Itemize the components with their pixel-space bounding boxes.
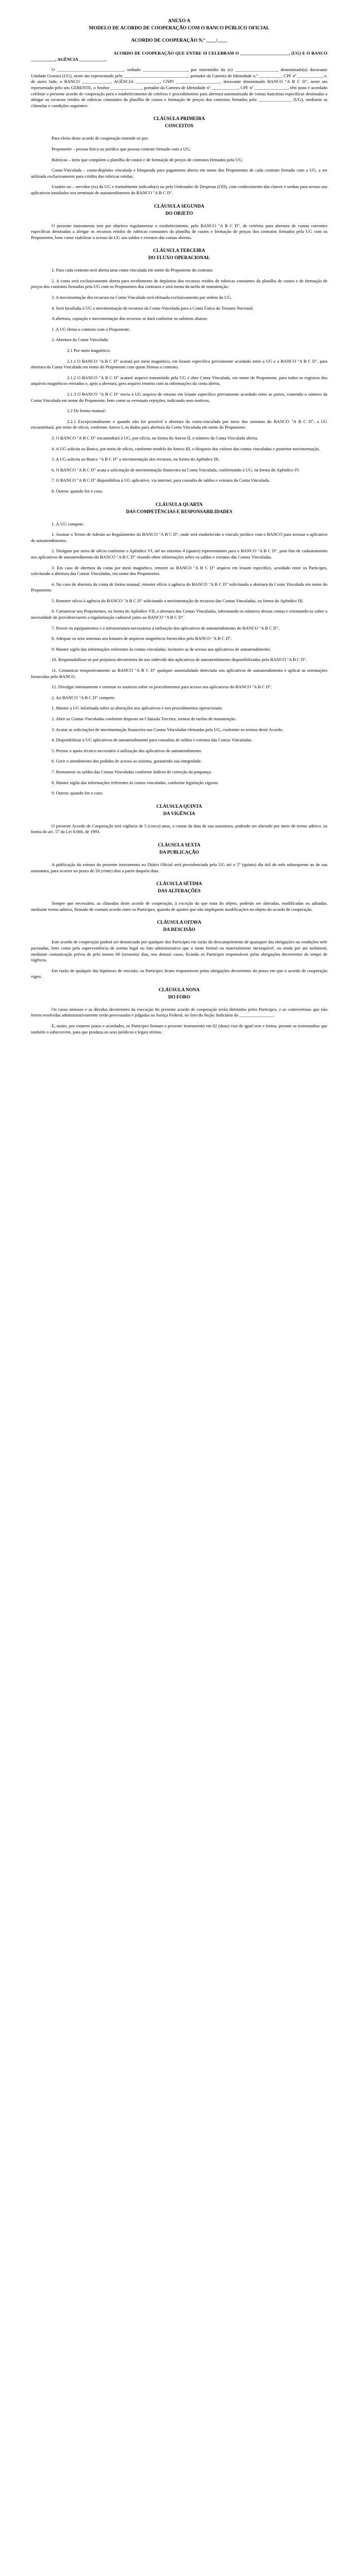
clause-paragraph: 4. Será facultada à UG a movimentação de recursos da Conta-Vinculada para a Conta Única do Tesouro Nacional. xyxy=(52,305,254,311)
annex-label: ANEXO A xyxy=(168,19,191,24)
clause-subtitle: DO FORO xyxy=(168,994,190,999)
clause-paragraph: 2.2.1 Excepcionalmente e quando não for possível a abertura da conta-vinculada por meio dos sistemas do BANCO "A B C D", a UG encaminhará, por meio de ofício, conforme Anexo I, os dados para abertura da Conta Vinculada em nome do Proponente. xyxy=(31,418,327,430)
clause-paragraph: 3. O BANCO "A B C D" encaminhará à UG, por ofício, na forma do Anexo II, o número da Conta Vinculada aberta. xyxy=(52,435,258,440)
clause-title: CLÁUSULA PRIMEIRA xyxy=(153,116,205,122)
clause-paragraph: 2.1.3 O BANCO "A B C D" envia à UG arquivo de retorno em leiaute específico previamente acordado entre as partes, contendo o número da Conta Vinculada em nome do Proponente, bem como as eventuais rejeições, indicando seus motivos. xyxy=(31,392,327,403)
clause-paragraph: Sempre que necessário, as cláusulas deste acordo de cooperação, à exceção da que trata do objeto, poderão ser alteradas, modificadas ou aditadas, mediante termo aditivo, firmado de comum acordo entre os Participes, quando de ajustes que não impliquem modificações no objeto do acordo de cooperação. xyxy=(31,901,327,912)
clause-paragraph: A abertura, captação e movimentação dos recursos se dará conforme os subitens abaixo: xyxy=(52,316,208,321)
clause-paragraph: 3. Em caso de abertura da conta por meio magnético, remeter ao BANCO "A B C D" arquivo em leiaute específico, acordado entre os Participes, solicitando a abertura das Contas Vinculadas, em nome dos Proponentes. xyxy=(31,565,327,577)
clause-subtitle: DO FLUXO OPERACIONAL xyxy=(148,255,210,261)
clause-paragraph: 12. Divulgar internamente e orientar os usuários sobre os procedimentos para acesso aos aplicativos do BANCO "A B C D". xyxy=(52,684,272,690)
clause-paragraph: 2. Ao BANCO "A B C D" compete: xyxy=(52,694,115,700)
clause-subtitle: CONCEITOS xyxy=(165,123,193,129)
clause-paragraph: 2.1 Por meio magnético: xyxy=(67,348,111,353)
clause-paragraph: 3. A movimentação dos recursos na Conta-Vinculada será efetuada exclusivamente por ordem da UG. xyxy=(52,295,232,300)
clause-paragraph: Este acordo de cooperação poderá ser denunciado por qualquer dos Participes em razão do descumprimento de quaisquer das obrigações ou condições nele pactuadas, bem como pela superveniência de norma legal ou fato administrativo que o torne formal ou materialmente inexequível, ou ainda por ato unilateral, mediante comunicação prévia de pelo menos 60 (sessenta) dias, nos demais casos, ficando os Participes responsáveis pelas obrigações decorrentes do tempo de vigência. xyxy=(31,939,327,963)
clause-paragraph: 6. Comunicar aos Proponentes, na forma do Apêndice VII, a abertura das Contas Vinculadas, informando os números dessas contas e orientando-os sobre a necessidade de providenciarem a regularização cadastral junto ao BANCO "A B C D". xyxy=(31,608,327,620)
clause-subtitle: DAS ALTERAÇÕES xyxy=(158,888,201,894)
clause-subtitle: DAS COMPETÊNCIAS E RESPONSABILIDADES xyxy=(126,509,233,514)
clause-title: CLÁUSULA TERCEIRA xyxy=(153,248,205,253)
clause-paragraph: Os casos omissos e as dúvidas decorrentes da execução do presente acordo de cooperação serão dirimidos pelos Participes, e as controvérsias que não forem resolvidas administrativamente serão processadas e julgadas na Justiça Federal, no foro da Seção Judiciária do _______________. xyxy=(31,1006,327,1018)
clause-subtitle: DA PUBLICAÇÃO xyxy=(159,849,199,855)
clause-paragraph: 4. Disponibilizar à UG aplicativos de autoatendimento para consultas de saldos e extratos das Contas Vinculadas. xyxy=(52,737,253,743)
preamble xyxy=(31,50,327,109)
clause-paragraph: A publicação do extrato do presente instrumento no Diário Oficial será providenciada pela UG até o 5º (quinto) dia útil do mês subsequente ao de sua assinatura, para ocorrer no prazo de 20 (vinte) dias a partir daquela data. xyxy=(31,861,327,873)
clause-paragraph: 1. Para cada contrato será aberta uma conta vinculada em nome do Proponente do contrato. xyxy=(52,267,213,273)
model-title: MODELO DE ACORDO DE COOPERAÇÃO COM O BANCO PÚBLICO OFICIAL xyxy=(89,26,270,31)
clause-paragraph: 1. Assinar o Termo de Adesão ao Regulamento do BANCO "A B C D", onde será estabelecido o vínculo jurídico com o BANCO para acessar o aplicativo de autoatendimento. xyxy=(31,532,327,543)
clause-title: CLÁUSULA OITAVA xyxy=(157,920,202,925)
clause-paragraph: O presente Acordo de Cooperação terá vigência de 5 (cinco) anos, a contar da data de sua assinatura, podendo ser alterado por meio de termo aditivo, na forma do art. 57 da Lei 8.666, de 1993. xyxy=(31,823,327,835)
clause-paragraph: 2. Abertura da Conta Vinculada: xyxy=(52,337,109,343)
preamble-paragraph: ACORDO DE COOPERAÇÃO QUE ENTRE SI CELEBRAM O ______________________, (UG) E O BANCO ___________, AGÊNCIA ____________. xyxy=(31,50,327,62)
clause-subtitle: DA RESCISÃO xyxy=(163,927,195,933)
clause-paragraph: 9. Outros: quando for o caso. xyxy=(52,790,104,796)
clause-paragraph: 4. No caso de abertura da conta de forma manual, remeter ofício à agência do BANCO "A B C D" solicitando a abertura da Conta Vinculada em nome do Proponente. xyxy=(31,581,327,593)
clause-paragraph: 1. A UG firma o contrato com o Proponente. xyxy=(52,326,130,332)
clause-paragraph: Para efeito deste acordo de cooperação entende-se por: xyxy=(52,135,149,141)
clause-title: CLÁUSULA QUINTA xyxy=(156,803,202,809)
clause-paragraph: Usuário ou – servidor (es) da UG e formalmente indicado(s) ou pelo Ordenador de Despesas (OD), com conhecimento das chaves e senhas para acesso aos aplicativos instalados nos terminais de autoatendimento do BANCO "A B C D". xyxy=(31,184,327,195)
clause-paragraph: 10. Responsabilizar-se por prejuízos decorrentes do uso indevido dos aplicativos de autoatendimento disponibilizados pelo BANCO "A B C D". xyxy=(52,657,307,663)
clause-paragraph: Em razão de qualquer das hipóteses de rescisão, os Participes ficam responsáveis pelas obrigações decorrentes do prazo em que o acordo de cooperação vigeu. xyxy=(31,968,327,979)
clause-paragraph: 8. Outros: quando for o caso. xyxy=(52,488,104,494)
preamble-paragraph: O ______________________________, sediado ____________________, por intermédio da (o) ___________________, denominado(a) doravante Unidade Gestora (UG), neste ato representado pelo _____________________________, portador da Carteira de Identidade n.º __________, CPF nº ___________, e, de outro lado, o BANCO _____________, AGÊNCIA ___________, CNPJ ____________________, doravante denominado BANCO "A B C D", neste ato representado pelo seu GERENTE, o Senhor ______________, portador da Carteira de Identidade nº ____________, CPF nº _______________, têm justo e acordado celebrar o presente acordo de cooperação para o estabelecimento de critérios e procedimentos para abertura automatizada de contas bancárias específicas destinadas a abrigar os recursos retidos de rubricas constantes da planilha de custos e formação de preços dos contratos firmados pela _______________ (UG), mediante as cláusulas e condições seguintes: xyxy=(31,67,327,108)
clause-paragraph: 6. Gerir o atendimento dos pedidos de acesso ao sistema, garantindo sua integridade. xyxy=(52,758,202,764)
clause-paragraph: 1. À UG compete: xyxy=(52,521,85,527)
clause-paragraph: 4. A UG solicita ao Banco, por meio de ofício, conforme modelo do Anexo III, o bloqueio dos valores das contas vinculadas e posterior movimentação. xyxy=(52,446,320,451)
clause-paragraph: 8. Manter sigilo das informações referentes às contas vinculadas, conforme legislação vigente. xyxy=(52,779,219,785)
clause-title: CLÁUSULA SÉTIMA xyxy=(156,881,202,887)
document-page xyxy=(31,19,327,1040)
clause-title: CLÁUSULA SEGUNDA xyxy=(154,203,205,209)
clause-subtitle: DO OBJETO xyxy=(165,210,193,216)
clause-paragraph: 2.2 De forma manual: xyxy=(67,408,106,414)
clause-paragraph: Conta-Vinculada – conta-depósito vinculada e bloqueada para pagamento aberta em nome dos Proponentes de cada contrato firmado com a UG, a ser utilizada exclusivamente para crédito das rubricas retidas; xyxy=(31,167,327,179)
clause-paragraph: 11. Comunicar tempestivamente ao BANCO "A B C D" qualquer anormalidade detectada nos aplicativos de autoatendimento e aplicar as orientações fornecidas pelo BANCO. xyxy=(31,668,327,679)
clause-paragraph: 5. Prestar o apoio técnico necessário à utilização dos aplicativos de autoatendimento. xyxy=(52,748,202,753)
clause-paragraph: O presente instrumento tem por objetivo regulamentar o estabelecimento, pelo BANCO "A B C D", de critérios para abertura de contas correntes específicas destinadas a abrigar os recursos retidos de rubricas constantes da planilha de custos e formação de preços dos contratos firmados pela UG com os Proponentes, bem como viabilizar o acesso da UG aos saldos e extratos das contas abertas. xyxy=(31,223,327,240)
clause-title: CLÁUSULA NONA xyxy=(158,987,200,992)
clause-paragraph: 2.1.2 O BANCO "A B C D" acatará arquivo transmitido pela UG e abre Conta Vinculada, em nome do Proponente, para todos os registros dos arquivos magnéticos enviados e, após a abertura, gera arquivo retorno com as informações da conta aberta. xyxy=(31,375,327,386)
clause-paragraph: E, assim, por estarem justos e acordados, os Participes firmam o presente instrumento em 02 (duas) vias de igual teor e forma, perante as testemunhas que também o subscrevem, para que produza os seus jurídicos e legais efeitos. xyxy=(31,1023,327,1035)
clause-paragraph: 3. Acatar as solicitações de movimentação financeira nas Contas Vinculadas efetuadas pela UG, conforme os termos deste Acordo. xyxy=(52,726,284,732)
clause-paragraph: Rubricas – itens que compõem a planilha de custos e de formação de preços de contratos firmados pela UG; xyxy=(52,157,243,162)
clause-paragraph: 7. Prover os equipamentos e a infraestrutura necessários à utilização dos aplicativos de autoatendimento do BANCO "A B C D". xyxy=(52,625,279,631)
clause-paragraph: 2. Abrir as Contas Vinculadas conforme disposto na Cláusula Terceira, isentas de tarifas de manutenção. xyxy=(52,716,237,721)
clause-subtitle: DA VIGÊNCIA xyxy=(163,810,195,816)
clause-paragraph: 2. Designar por meio de ofício conforme o Apêndice VI, até no máximo 4 (quatro) representantes para o BANCO "A B C D", para fins de cadastramento nos aplicativos de autoatendimento do BANCO "A B C D" visando obter informações sobre os saldos e extratos das Contas Vinculadas. xyxy=(31,548,327,560)
clause-title: CLÁUSULA QUARTA xyxy=(155,501,203,507)
clause-paragraph: 1. Manter a UG informada sobre as alterações nos aplicativos e nos procedimentos operacionais. xyxy=(52,705,223,711)
clause-paragraph: 2.1.1 O BANCO "A B C D" acatará por meio magnético, em leiaute específico previamente acordado entre a UG e o BANCO "A B C D", para abertura da Conta Vinculada em nome do Proponente com quem firmou o contrato. xyxy=(31,358,327,370)
clause-paragraph: 5. A UG solicita ao Banco "A B C D" a movimentação dos recursos, na forma do Apêndice III. xyxy=(52,456,220,462)
clause-paragraph: 9. Manter sigilo das informações referentes às contas vinculadas, inclusive as de acesso aos aplicativos de autoatendimento. xyxy=(52,646,271,652)
clause-paragraph: 2. A conta será exclusivamente aberta para recebimento de depósitos dos recursos retidos de rubricas constantes da planilha de custos e de formação de preços dos contratos firmados pela UG com os Proponentes dos contratos e será isenta da tarifa de manutenção. xyxy=(31,278,327,290)
clause-paragraph: 8. Adequar os seus sistemas aos leiautes de arquivos magnéticos fornecidos pelo BANCO "A B C D". xyxy=(52,636,232,641)
clause-title: CLÁUSULA SEXTA xyxy=(158,842,201,848)
clause-paragraph: 7. O BANCO "A B C D" disponibiliza à UG aplicativo, via internet, para consulta de saldos e extratos da Conta Vinculada. xyxy=(52,478,270,483)
agreement-number: ACORDO DE COOPERAÇÃO N.º ____/____ xyxy=(131,38,227,43)
clause-paragraph: 6. O BANCO "A B C D" acata a solicitação de movimentação financeira na Conta Vinculada, confirmando à UG, na forma do Apêndice IV. xyxy=(52,467,300,472)
clause-paragraph: Proponente – pessoa física ou jurídica que possua contrato firmado com a UG; xyxy=(52,146,191,151)
clause-paragraph: 5. Remeter ofício à agência do BANCO "A B C D" solicitando a movimentação de recursos das Contas Vinculadas, na forma do Apêndice III. xyxy=(52,598,304,603)
clause-paragraph: 7. Remunerar os saldos das Contas Vinculadas conforme índices de correção da poupança. xyxy=(52,769,212,774)
clauses xyxy=(31,116,327,1035)
